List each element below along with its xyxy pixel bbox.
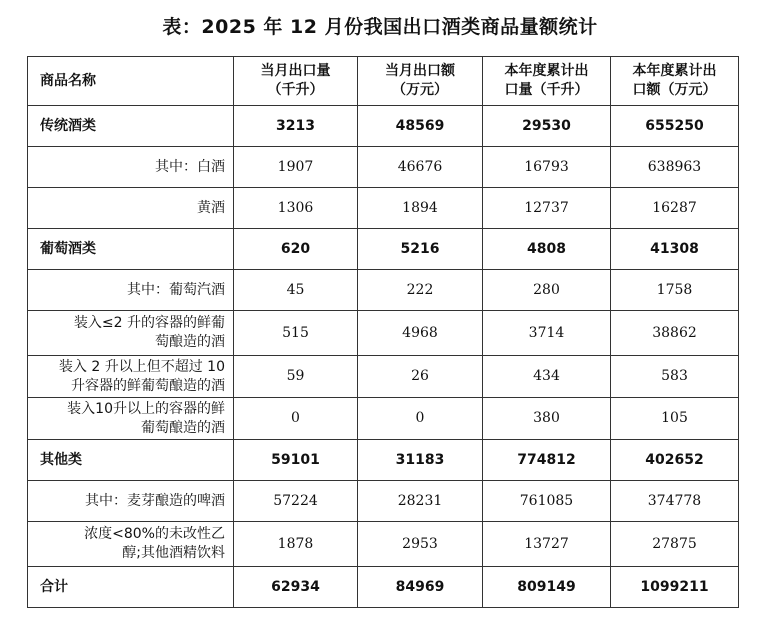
row-product-name: 装入≤2 升的容器的鲜葡 萄酿造的酒 — [28, 311, 234, 356]
row-product-name: 传统酒类 — [28, 106, 234, 147]
row-value-cell: 59 — [234, 356, 358, 398]
row-value-cell: 761085 — [483, 481, 611, 522]
row-value-cell: 28231 — [358, 481, 483, 522]
table-row — [28, 106, 739, 147]
export-statistics-table — [27, 56, 739, 608]
row-value-cell: 583 — [611, 356, 739, 398]
row-product-name: 浓度<80%的未改性乙 醇;其他酒精饮料 — [28, 522, 234, 567]
row-value-cell: 774812 — [483, 440, 611, 481]
header-monthly-volume: 当月出口量 （千升） — [234, 57, 358, 106]
row-value-cell: 1758 — [611, 270, 739, 311]
row-value-cell: 809149 — [483, 567, 611, 608]
row-product-name: 葡萄酒类 — [28, 229, 234, 270]
row-value-cell: 48569 — [358, 106, 483, 147]
row-value-cell: 31183 — [358, 440, 483, 481]
row-value-cell: 59101 — [234, 440, 358, 481]
row-product-name: 其中：麦芽酿造的啤酒 — [28, 481, 234, 522]
row-value-cell: 12737 — [483, 188, 611, 229]
row-product-name: 装入 2 升以上但不超过 10 升容器的鲜葡萄酿造的酒 — [28, 356, 234, 398]
row-value-cell: 620 — [234, 229, 358, 270]
row-value-cell: 16287 — [611, 188, 739, 229]
header-row — [28, 57, 739, 106]
table-row — [28, 567, 739, 608]
row-value-cell: 84969 — [358, 567, 483, 608]
table-row — [28, 440, 739, 481]
row-value-cell: 4808 — [483, 229, 611, 270]
row-value-cell: 2953 — [358, 522, 483, 567]
table-row — [28, 270, 739, 311]
row-value-cell: 4968 — [358, 311, 483, 356]
row-value-cell: 434 — [483, 356, 611, 398]
row-value-cell: 1894 — [358, 188, 483, 229]
row-value-cell: 638963 — [611, 147, 739, 188]
table-row — [28, 398, 739, 440]
row-value-cell: 1878 — [234, 522, 358, 567]
row-product-name: 其他类 — [28, 440, 234, 481]
row-value-cell: 1306 — [234, 188, 358, 229]
row-product-name: 装入10升以上的容器的鲜 葡萄酿造的酒 — [28, 398, 234, 440]
row-value-cell: 402652 — [611, 440, 739, 481]
row-product-name: 其中：葡萄汽酒 — [28, 270, 234, 311]
header-ytd-volume: 本年度累计出 口量（千升） — [483, 57, 611, 106]
row-value-cell: 655250 — [611, 106, 739, 147]
header-monthly-value: 当月出口额 （万元） — [358, 57, 483, 106]
table-row — [28, 147, 739, 188]
table-row — [28, 229, 739, 270]
row-value-cell: 41308 — [611, 229, 739, 270]
row-product-name: 黄酒 — [28, 188, 234, 229]
row-value-cell: 16793 — [483, 147, 611, 188]
row-value-cell: 57224 — [234, 481, 358, 522]
table-row — [28, 481, 739, 522]
row-value-cell: 374778 — [611, 481, 739, 522]
header-product-name: 商品名称 — [28, 57, 234, 106]
row-value-cell: 380 — [483, 398, 611, 440]
row-value-cell: 26 — [358, 356, 483, 398]
row-value-cell: 3714 — [483, 311, 611, 356]
row-value-cell: 38862 — [611, 311, 739, 356]
row-value-cell: 3213 — [234, 106, 358, 147]
row-value-cell: 0 — [358, 398, 483, 440]
row-value-cell: 46676 — [358, 147, 483, 188]
row-value-cell: 29530 — [483, 106, 611, 147]
row-value-cell: 280 — [483, 270, 611, 311]
row-value-cell: 5216 — [358, 229, 483, 270]
row-product-name: 合计 — [28, 567, 234, 608]
table-row — [28, 188, 739, 229]
row-value-cell: 515 — [234, 311, 358, 356]
row-value-cell: 62934 — [234, 567, 358, 608]
header-ytd-value: 本年度累计出 口额（万元） — [611, 57, 739, 106]
row-value-cell: 1099211 — [611, 567, 739, 608]
row-value-cell: 0 — [234, 398, 358, 440]
row-product-name: 其中：白酒 — [28, 147, 234, 188]
table-row — [28, 311, 739, 356]
row-value-cell: 13727 — [483, 522, 611, 567]
row-value-cell: 27875 — [611, 522, 739, 567]
table-row — [28, 522, 739, 567]
table-title: 表：2025 年 12 月份我国出口酒类商品量额统计 — [162, 16, 598, 38]
row-value-cell: 222 — [358, 270, 483, 311]
row-value-cell: 105 — [611, 398, 739, 440]
row-value-cell: 45 — [234, 270, 358, 311]
table-row — [28, 356, 739, 398]
row-value-cell: 1907 — [234, 147, 358, 188]
